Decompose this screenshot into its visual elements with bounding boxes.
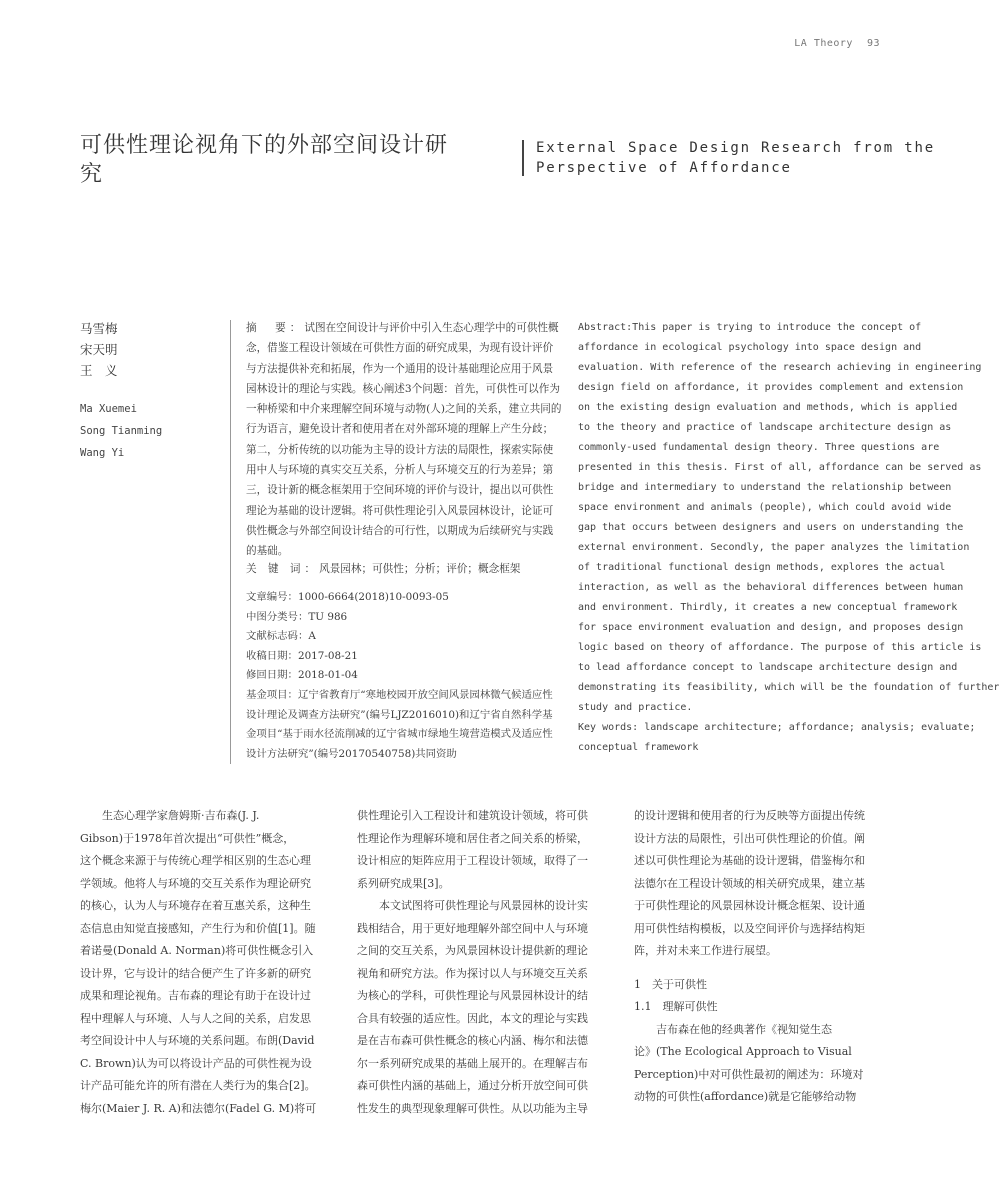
paragraph-line: 于可供性理论的风景园林设计概念框架、设计通: [634, 899, 865, 912]
author-cn: 宋天明: [80, 342, 118, 357]
abstract-english: [578, 318, 999, 758]
abstract-en-line: Abstract:This paper is trying to introduce the concept of: [578, 322, 922, 333]
subsection-heading: 1.1 理解可供性: [634, 1000, 718, 1013]
paragraph-line: 的设计逻辑和使用者的行为反映等方面提出传统: [634, 809, 865, 822]
paragraph-line: 合具有较强的适应性。因此，本文的理论与实践: [357, 1011, 588, 1025]
paragraph-line: 是在吉布森可供性概念的核心内涵、梅尔和法德: [357, 1034, 588, 1047]
author-en: Ma Xuemei: [80, 403, 137, 415]
author-en: Wang Yi: [80, 447, 125, 459]
paragraph-line: 吉布森在他的经典著作《视知觉生态: [634, 1022, 832, 1036]
title-english: External Space Design Research from the Perspective of Affordance: [536, 140, 935, 176]
paragraph-line: 用可供性结构模板，以及空间评价与选择结构矩: [634, 921, 865, 935]
author-cn: 王 义: [80, 363, 118, 378]
abstract-en-line: to lead affordance concept to landscape architecture design and: [578, 662, 958, 673]
author-cn: 马雪梅: [80, 321, 118, 336]
revised-date: 修回日期：2018-01-04: [246, 669, 358, 682]
paragraph-line: Perception)中对可供性最初的阐述为：环境对: [634, 1067, 864, 1081]
abstract-en-line: of traditional functional design methods, explores the actual: [578, 562, 946, 573]
received-date: 收稿日期：2017-08-21: [246, 649, 358, 662]
title-divider: [522, 140, 524, 176]
abstract-en-line: external environment. Secondly, the paper analyzes the limitation: [578, 542, 970, 553]
body-column-2: [357, 805, 621, 1120]
abstract-en-line: Key words: landscape architecture; affordance; analysis; evaluate;: [578, 722, 976, 733]
paragraph-line: 供性理论引入工程设计和建筑设计领域，将可供: [357, 809, 588, 822]
body-column-3: [634, 805, 898, 1109]
paragraph-line: 述以可供性理论为基础的设计逻辑，借鉴梅尔和: [634, 854, 865, 867]
paragraph-line: 成果和理论视角。吉布森的理论有助于在设计过: [80, 989, 311, 1002]
paragraph-line: 性发生的典型现象理解可供性。从以功能为主导: [357, 1101, 588, 1115]
paragraph-line: 考空间设计中人与环境的关系问题。布朗(David: [80, 1034, 315, 1047]
paragraph-line: 这个概念来源于与传统心理学相区别的生态心理: [80, 854, 311, 867]
abstract-en-line: affordance in ecological psychology into space design and: [578, 342, 922, 353]
paragraph-line: 着诺曼(Donald A. Norman)将可供性概念引入: [80, 944, 314, 957]
paragraph-line: 性理论作为理解环境和居住者之间关系的桥梁，: [357, 831, 588, 845]
paragraph-line: 为核心的学科，可供性理论与风景园林设计的结: [357, 989, 588, 1002]
authors-chinese: [80, 318, 118, 381]
article-number: 文章编号：1000-6664(2018)10-0093-05: [246, 591, 449, 603]
paragraph-line: 视角和研究方法。作为探讨以人与环境交互关系: [357, 966, 588, 980]
section-heading: 1 关于可供性: [634, 977, 707, 991]
abstract-label: 摘 要：: [246, 322, 305, 334]
authors-english: [80, 398, 162, 464]
paragraph-line: 论》(The Ecological Approach to Visual: [634, 1045, 852, 1058]
paragraph-line: 动物的可供性(affordance)就是它能够给动物: [634, 1090, 857, 1103]
paragraph-line: 计产品可能允许的所有潜在人类行为的集合[2]。: [80, 1079, 316, 1092]
abstract-en-line: to the theory and practice of landscape architecture design as: [578, 422, 952, 433]
body-column-3-text: [634, 1019, 898, 1109]
abstract-en-line: evaluation. With reference of the research achieving in engineering: [578, 362, 982, 373]
body-column-3-intro: [634, 805, 898, 963]
funding: 基金项目：辽宁省教育厅“寒地校园开放空间风景园林微气候适应性设计理论及调查方法研究”(编号LJZ2016010)和辽宁省自然科学基金项目“基于雨水径流削减的辽宁省城市绿地生境营造模式及适应性设计方法研究”(编号20170540758)共同资助: [246, 688, 553, 760]
abstract-en-line: study and practice.: [578, 702, 693, 713]
abstract-en-line: demonstrating its feasibility, which will be the foundation of further: [578, 682, 999, 693]
paragraph-line: 践相结合，用于更好地理解外部空间中人与环境: [357, 921, 588, 935]
document-code: 文献标志码：A: [246, 630, 316, 643]
keywords-label: 关 键 词：: [246, 563, 320, 575]
abstract-en-line: commonly-used fundamental design theory. Three questions are: [578, 442, 940, 453]
abstract-en-line: design field on affordance, it provides complement and extension: [578, 382, 964, 393]
abstract-en-line: presented in this thesis. First of all, affordance can be served as: [578, 462, 982, 473]
abstract-en-line: conceptual framework: [578, 742, 699, 753]
article-metadata: [246, 588, 562, 764]
paragraph-line: 法德尔在工程设计领域的相关研究成果，建立基: [634, 876, 865, 890]
abstract-en-line: gap that occurs between designers and users on understanding the: [578, 522, 964, 533]
paragraph-line: Gibson)于1978年首次提出“可供性”概念，: [80, 831, 295, 845]
keywords-text: 风景园林；可供性；分析；评价；概念框架: [319, 563, 521, 575]
paragraph-line: 生态心理学家詹姆斯·吉布森(J. J.: [80, 809, 260, 822]
paragraph-line: 本文试图将可供性理论与风景园林的设计实: [357, 899, 588, 912]
paragraph-line: 态信息由知觉直接感知，产生行为和价值[1]。随: [80, 921, 316, 935]
paragraph-line: 森可供性内涵的基础上，通过分析开放空间可供: [357, 1079, 588, 1092]
abstract-divider: [230, 320, 231, 764]
body-column-1: [80, 805, 344, 1120]
journal-name: LA Theory: [794, 38, 853, 49]
paragraph-line: 之间的交互关系，为风景园林设计提供新的理论: [357, 944, 588, 957]
abstract-en-line: on the existing design evaluation and methods, which is applied: [578, 402, 958, 413]
paragraph-line: 设计相应的矩阵应用于工程设计领域，取得了一: [357, 854, 588, 867]
paragraph-line: 梅尔(Maier J. R. A)和法德尔(Fadel G. M)将可: [80, 1101, 317, 1115]
paragraph-line: 阵，并对未来工作进行展望。: [634, 944, 777, 957]
abstract-en-line: logic based on theory of affordance. The purpose of this article is: [578, 642, 982, 653]
abstract-en-line: space environment and animals (people), which could avoid wide: [578, 502, 952, 513]
keywords-chinese: [246, 559, 562, 579]
abstract-en-line: for space environment evaluation and design, and proposes design: [578, 622, 964, 633]
paragraph-line: 尔一系列研究成果的基础上展开的。在理解吉布: [357, 1056, 588, 1070]
classification-number: 中图分类号：TU 986: [246, 610, 348, 623]
paragraph-line: 设计界，它与设计的结合便产生了许多新的研究: [80, 966, 311, 980]
abstract-chinese: [246, 318, 562, 562]
abstract-en-line: bridge and intermediary to understand the relationship between: [578, 482, 952, 493]
paragraph-line: 程中理解人与环境、人与人之间的关系，启发思: [80, 1011, 311, 1025]
paragraph-line: 学领域。他将人与环境的交互关系作为理论研究: [80, 876, 311, 890]
abstract-en-line: interaction, as well as the behavioral differences between human: [578, 582, 964, 593]
author-en: Song Tianming: [80, 425, 163, 437]
abstract-text: 试图在空间设计与评价中引入生态心理学中的可供性概念，借鉴工程设计领域在可供性方面的研究成果，为现有设计评价与方法提供补充和拓展，作为一个通用的设计基础理论应用于风景园林设计的理论与实践。核心阐述3个问题：首先，可供性可以作为一种桥梁和中介来理解空间环境与动物(人)之间的关系，建立共同的行为语言，避免设计者和使用者在对外部环境的理解上产生分歧；第二，分析传统的以功能为主导的设计方法的局限性，探索实际使用中人与环境的真实交互关系，分析人与环境交互的行为差异；第三，设计新的概念框架用于空间环境的评价与设计，提出以可供性理论为基础的设计逻辑。将可供性理论引入风景园林设计，论证可供性概念与外部空间设计结合的可行性，以期成为后续研究与实践的基础。: [246, 322, 562, 558]
paragraph-line: 的核心，认为人与环境存在着互惠关系，这种生: [80, 899, 311, 912]
running-head: [794, 38, 880, 49]
page-number: 93: [866, 38, 880, 49]
paragraph-line: 系列研究成果[3]。: [357, 876, 450, 890]
abstract-en-line: and environment. Thirdly, it creates a new conceptual framework: [578, 602, 958, 613]
title-chinese: 可供性理论视角下的外部空间设计研究: [80, 133, 449, 187]
paragraph-line: C. Brown)认为可以将设计产品的可供性视为设: [80, 1056, 312, 1070]
paragraph-line: 设计方法的局限性，引出可供性理论的价值。阐: [634, 831, 865, 845]
